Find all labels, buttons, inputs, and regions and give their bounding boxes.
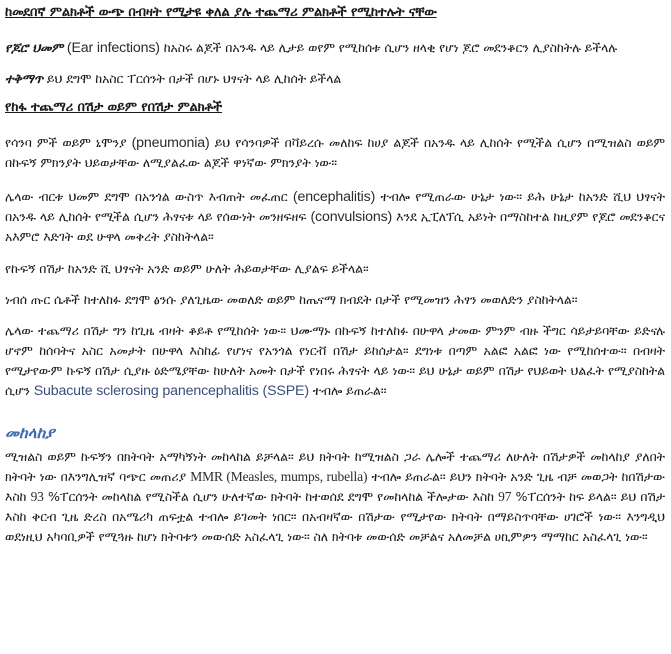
ear-text: ከአስሩ ልጆች በአንዱ ላይ ሊታይ ወየም የሚከሰቱ ሲሆን ዘላቂ የሆነ ጆሮ መደንቆርን ሊያስከትሉ ይችላሉ xyxy=(159,40,618,55)
latin-ear-infections: (Ear infections) xyxy=(66,40,160,56)
pneumonia-text: ይህ የሳንባዎች በቫይረሱ መለከፍ ከሀያ ልጆች በአንዱ ላይ ሊከሰት የሚችል ሲሆን በሚዝልስ ወይም በኩፍኝ ምክንያት ህይወታቸው ለሚያልፈው ልጆች ዋነኛው ምክንያት ነው፡፡ xyxy=(5,135,665,170)
latin-encephalitis: (encephalitis) xyxy=(292,189,376,205)
paragraph-pneumonia xyxy=(5,133,665,173)
latin-mmr: MMR (Measles, mumps, rubella) xyxy=(190,469,368,484)
paragraph-sspe xyxy=(5,321,665,401)
term-pneumonia: የሳንባ ምች ወይም ኒሞንያ xyxy=(5,135,127,150)
sspe-text-1: ሌላው ተጨማሪ በሽታ ግን ከጊዜ ብዛት ቆይቶ የሚከሰት ነው፡፡ ህሙማኑ በኩፍኝ ከተለከፉ በሁዋላ ታመው ምንም ብዙ ችግር ሳይታይባቸው ይድናሉ ሆኖም ከሰባትና አስር አመታት በሁዋላ እስከፊ የሆነና የአንጎል የነርቭ በሽታ ይከሰታል፡፡ ደግነቱ በጣም አልፎ አልፎ ነው የሚከሰተው፡፡ በብዛት የሚታየውም ኩፍኝ በሽታ ሲያዙ ዕድሜያቸው ከሁለት አመት በታች የነበሩ ሕፃናት ላይ ነው፡፡ ይህ ሁኔታ ወይም በሽታ የህይወት ህልፈት የሚያስከትል ሲሆን xyxy=(5,323,665,398)
paragraph-encephalitis xyxy=(5,187,665,247)
number-97: 97 xyxy=(498,489,512,504)
heading-common-symptoms: ከመደበኛ ምልክቶች ውጭ በብዛት የሚታዩ ቀለል ያሉ ተጨማሪ ምልክቶች የሚከተሉት ናቸው xyxy=(5,5,437,20)
sspe-text-2: ተብሎ ይጠራል፡፡ xyxy=(308,383,387,398)
number-93: 93 xyxy=(30,489,44,504)
diarrhea-text: ይህ ደግሞ ከአስር ፐርሰንት በታች በሆኑ ህፃናት ላይ ሊከሰት ይችላል xyxy=(43,71,342,86)
prevention-text-4: %ፐርሰንት ከፍ ይላል፡፡ ይህ በሽታ እስከ ቅርብ ጊዜ ድረስ በአሜሪካ ጠፍቷል ተብሎ ይገመት ነበር፡፡ በአብዛኛው በሽታው የሚታየው ክትባት በማይስጥባቸው ሀገሮች ነው፡፡ እንግዲህ ወደነዚህ አካባቢዎች የሚጓዙ ከሆነ ክትባቱን መውሰድ አስፈላጊ ነው፡፡ ስለ ክትባቱ መውሰድ መቻልና አለመቻል ሀኪምዎን ማማከር አስፈላጊ ነው፡፡ xyxy=(5,489,666,544)
encephalitis-text-3: እንደ ኢፒለፕሲ አይነት በማስከተል ከዚያም የጆሮ መደንቆርና አእምሮ እድገት ወደ ሁዋላ መቅረት ያስከትላል፡፡ xyxy=(5,209,665,244)
prevention-text-2: ተብሎ ይጠራል፡፡ ይህን ክትባት አንድ ጊዜ ብቻ መወጋት ከበሽታው እስከ xyxy=(5,469,665,504)
paragraph-ear-infections xyxy=(5,38,665,58)
section-title-prevention: መከላከያ xyxy=(5,424,55,442)
encephalitis-text-1: ሌላው ብርቱ ህመም ደግሞ በአንጎል ውስጥ እብጠት መፈጠር xyxy=(5,189,293,204)
paragraph-mortality: የኩፍኝ በሽታ ከአንድ ሺ ህፃናት አንድ ወይም ሁለት ሕይወታቸው ሊያልፍ ይችላል፡፡ xyxy=(5,261,369,276)
prevention-text-3: %ፐርሰንት መከላከል የሚስችል ሲሆን ሁለተኛው ክትባት ከተወሰደ ደግሞ የመከላከል ችሎታው እስከ xyxy=(43,489,499,504)
latin-pneumonia: (pneumonia) xyxy=(131,135,210,151)
prevention-text-1: ሚዝልስ ወይም ኩፍኝን በክትባት አማካኝነት መከላከል ይቻላል፡፡ ይህ ክትባት ከሚዝልስ ጋራ ሌሎች ተጨማሪ ለሁለት በሽታዎች መከላከያ ያለበት ክትባት ነው በእንግሊዝኛ ባጭር መጠሪያ xyxy=(5,449,665,484)
term-ear-pain: የጆሮ ህመም xyxy=(5,40,64,55)
latin-convulsions: (convulsions) xyxy=(310,209,393,225)
paragraph-diarrhea xyxy=(5,69,665,89)
encephalitis-text-2: ተብሎ የሚጠራው ሁኔታ ነው፡፡ ይሕ ሁኔታ ከአንድ ሺህ ህፃናት በአንዱ ላይ ሊከሰት የሚችል ሲሆን ሕፃናቱ ላይ የሰውነት መንዘፍዘፍ xyxy=(5,189,665,224)
paragraph-pregnancy: ነብሰ ጡር ሴቶች ከተለከፉ ደግሞ ፅንሱ ያለጊዜው መወለድ ወይም ከጤናማ ክብደት በታች የሚመዝን ሕፃን መወለድን ያስከትላል፡፡ xyxy=(5,292,578,307)
paragraph-prevention xyxy=(5,447,665,547)
term-diarrhea: ተቅማጥ xyxy=(5,71,44,86)
heading-severe-complications: የከፋ ተጨማሪ በሽታ ወይም የበሽታ ምልክቶች xyxy=(5,100,222,115)
latin-sspe: Subacute sclerosing panencephalitis (SSPE) xyxy=(33,383,309,399)
